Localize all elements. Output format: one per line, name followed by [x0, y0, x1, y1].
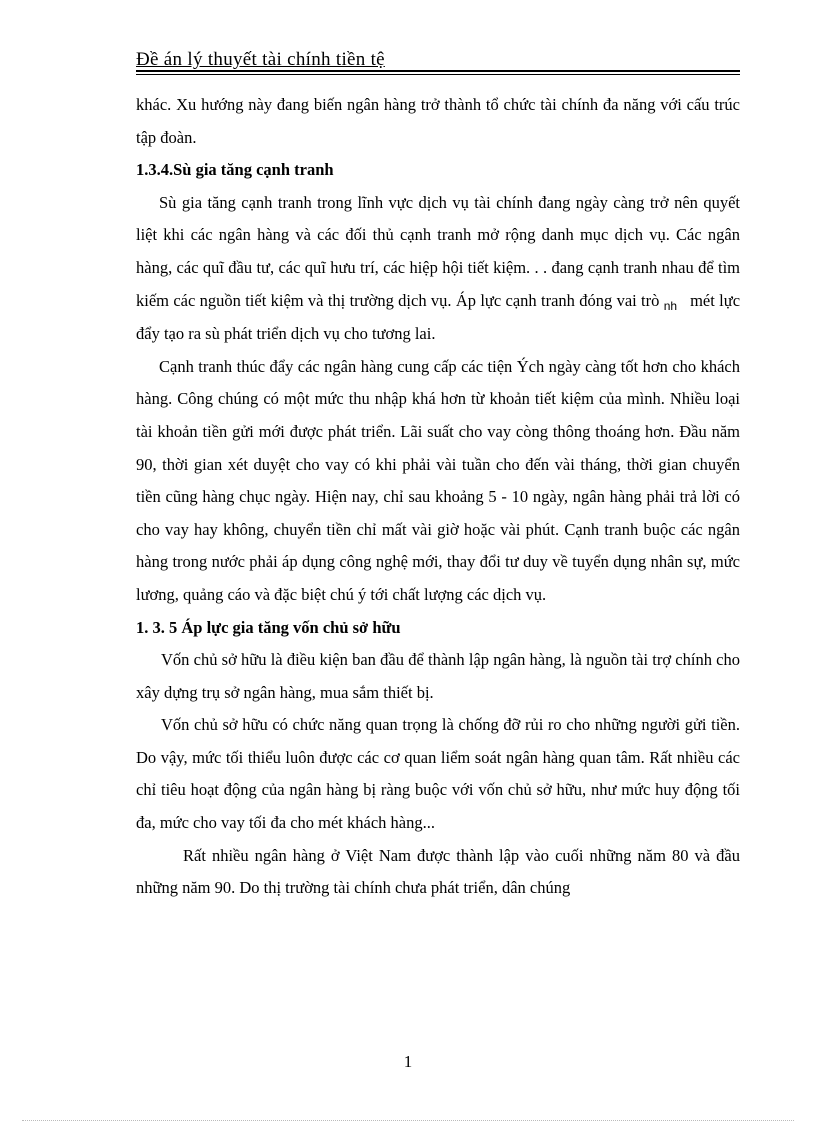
- paragraph-competition-effects: Cạnh tranh thúc đẩy các ngân hàng cung cấp các tiện Ých ngày càng tốt hơn cho khách hàng. Công chúng có một mức thu nhập khá hơn từ khoản tiết kiệm của mình. Nhiều loại tài khoản tiền gửi mới được phát triển. Lãi suất cho vay còng thông thoáng hơn. Đầu năm 90, thời gian xét duyệt cho vay có khi phải vài tuần cho đến vài tháng, thời gian chuyển tiền cũng hàng chục ngày. Hiện nay, chỉ sau khoảng 5 - 10 ngày, ngân hàng phải trả lời có cho vay hay không, chuyển tiền chỉ mất vài giờ hoặc vài phút. Cạnh tranh buộc các ngân hàng trong nước phải áp dụng công nghệ mới, thay đổi tư duy về tuyển dụng nhân sự, mức lương, quảng cáo và đặc biệt chú ý tới chất lượng các dịch vụ.: [136, 356, 740, 604]
- paragraph-continuation: khác. Xu hướng này đang biến ngân hàng trở thành tổ chức tài chính đa năng với cấu trúc tập đoàn.: [136, 95, 740, 147]
- paragraph-equity-definition: Vốn chủ sở hữu là điều kiện ban đầu để thành lập ngân hàng, là nguồn tài trợ chính cho xây dựng trụ sở ngân hàng, mua sắm thiết bị.: [136, 650, 740, 702]
- header-title: Đề án lý thuyết tài chính tiền tệ: [136, 49, 385, 70]
- section-heading-1-3-4: 1.3.4.Sù gia tăng cạnh tranh: [136, 160, 334, 180]
- paragraph-competition: [136, 187, 740, 351]
- footer-dotted-line: [22, 1120, 794, 1121]
- document-body: [136, 89, 740, 905]
- page-number: 1: [403, 1052, 413, 1071]
- paragraph-competition-text: Sù gia tăng cạnh tranh trong lĩnh vực dịch vụ tài chính đang ngày càng trở nên quyết liệt khi các ngân hàng và các đối thủ cạnh tranh mở rộng danh mục dịch vụ. Các ngân hàng, các quĩ đầu tư, các quĩ hưu trí, các hiệp hội tiết kiệm. . . đang cạnh tranh nhau để tìm kiếm các nguồn tiết kiệm và thị trường dịch vụ. Áp lực cạnh tranh đóng vai trò: [136, 192, 740, 310]
- paragraph-vietnam-banks: Rất nhiều ngân hàng ở Việt Nam được thành lập vào cuối những năm 80 và đầu những năm 90. Do thị trường tài chính chưa phát triển, dân chúng: [136, 845, 740, 898]
- header-rule-thick: [136, 70, 740, 72]
- paragraph-competition-end: mét lực đẩy tạo ra sù phát triển dịch vụ cho tương lai.: [136, 290, 741, 344]
- inline-fragment: nh: [663, 298, 678, 313]
- page-header: [136, 48, 740, 72]
- section-heading-1-3-5: 1. 3. 5 Áp lực gia tăng vốn chủ sở hữu: [136, 617, 401, 637]
- paragraph-equity-function: Vốn chủ sở hữu có chức năng quan trọng là chống đỡ rủi ro cho những người gửi tiền. Do vậy, mức tối thiểu luôn được các cơ quan liểm soát ngân hàng quan tâm. Rất nhiều các chỉ tiêu hoạt động của ngân hàng bị ràng buộc với vốn chủ sở hữu, như mức huy động tối đa, mức cho vay tối đa cho mét khách hàng...: [136, 715, 740, 833]
- header-rule-thin: [136, 74, 740, 75]
